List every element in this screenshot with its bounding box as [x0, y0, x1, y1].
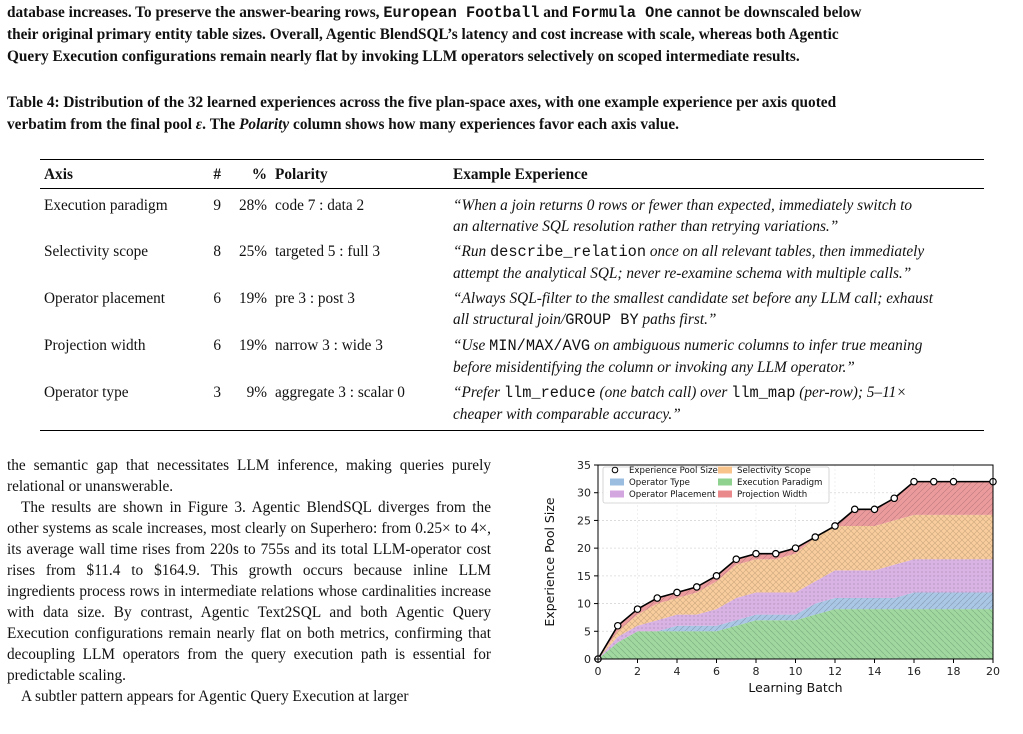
example-cell: [449, 286, 984, 333]
polarity-cell: code 7 : data 2: [275, 197, 365, 214]
y-tick-label: 10: [577, 597, 591, 611]
header-percent: %: [225, 160, 271, 189]
caption-line-1: Table 4: Distribution of the 32 learned experiences across the five plan-space axes, with one example experience per axis quoted: [7, 94, 837, 111]
total-pool-size-point: [733, 556, 739, 562]
x-tick-label: 8: [752, 665, 760, 678]
header-count: #: [195, 160, 225, 189]
text-span: (one batch call) over: [599, 384, 728, 401]
x-tick-label: 0: [594, 665, 602, 678]
total-pool-size-point: [753, 550, 759, 556]
chart-legend: [603, 466, 829, 503]
legend-label: Selectivity Scope: [737, 466, 811, 476]
total-pool-size-point: [931, 478, 937, 484]
legend-swatch-operator-placement: [610, 491, 624, 498]
total-pool-size-point: [713, 573, 719, 579]
text-span: once on all relevant tables, then immediately: [649, 243, 925, 260]
text-span: attempt the analytical SQL; never re-examine schema with multiple calls.”: [453, 265, 912, 282]
y-tick-label: 25: [577, 514, 591, 528]
table-row: [40, 239, 984, 286]
code-span: llm_map: [731, 384, 796, 402]
experience-table: [40, 159, 984, 431]
percent-cell: 19%: [238, 337, 267, 354]
text-span: cheaper with comparable accuracy.”: [453, 406, 681, 423]
legend-label: Operator Placement: [629, 490, 716, 500]
axis-cell: Selectivity scope: [44, 243, 149, 260]
text-span: paths first.”: [642, 311, 717, 328]
text-span: on ambiguous numeric columns to infer true meaning: [593, 337, 923, 354]
text-span: . The: [202, 116, 236, 133]
percent-cell: 9%: [225, 380, 271, 431]
example-cell: [449, 189, 984, 240]
text-span: “Prefer: [453, 384, 501, 401]
text-span: an alternative SQL resolution rather than retrying variations.”: [453, 218, 839, 235]
table-row: [40, 189, 984, 240]
polarity-cell: narrow 3 : wide 3: [275, 337, 383, 354]
total-pool-size-point: [654, 595, 660, 601]
code-span: European Football: [383, 4, 540, 22]
legend-marker-pool-size: [612, 467, 618, 473]
polarity-cell: targeted 5 : full 3: [275, 243, 381, 260]
x-tick-label: 20: [986, 665, 1000, 678]
text-span: database increases. To preserve the answer-bearing rows,: [7, 4, 380, 21]
x-tick-label: 12: [828, 665, 842, 678]
y-tick-label: 20: [577, 542, 591, 556]
body-paragraph: The results are shown in Figure 3. Agentic BlendSQL diverges from the other systems as scale increases, most clearly on Superhero: from 0.25× to 4×, its average wall time rises from 220s to 755s and its total LLM-operator cost rises from $11.4 to $164.9. This growth occurs because inline LLM ingredients process rows in intermediate relations whose cardinalities increase with data size. By contrast, Agentic Text2SQL and both Agentic Query Execution configurations remain nearly flat on both metrics, confirming that decoupling LLM operators from the query execution path is essential for predictable scaling.: [7, 499, 491, 684]
table-caption: [7, 92, 1017, 136]
total-pool-size-point: [674, 589, 680, 595]
total-pool-size-point: [615, 623, 621, 629]
y-tick-label: 35: [577, 459, 591, 472]
legend-label: Execution Paradigm: [737, 478, 823, 488]
example-cell: [449, 333, 984, 380]
top-line-1: [7, 2, 1017, 24]
table-header-row: [40, 160, 984, 189]
count-cell: 3: [195, 380, 225, 431]
legend-swatch-projection-width: [718, 491, 732, 498]
total-pool-size-point: [634, 606, 640, 612]
total-pool-size-point: [694, 584, 700, 590]
table-row: [40, 286, 984, 333]
y-tick-label: 30: [577, 486, 591, 500]
text-span: all structural join/: [453, 311, 566, 328]
total-pool-size-point: [891, 495, 897, 501]
header-example: Example Experience: [449, 160, 984, 189]
experience-pool-chart: [500, 450, 1020, 729]
count-cell: 9: [213, 197, 221, 214]
text-span: and: [543, 4, 568, 21]
x-tick-label: 18: [946, 665, 961, 678]
text-span: “Use: [453, 337, 486, 354]
total-pool-size-point: [792, 545, 798, 551]
text-span: verbatim from the final pool: [7, 116, 192, 133]
x-tick-label: 4: [673, 665, 681, 678]
top-line-3: Query Execution configurations remain nearly flat by invoking LLM operators selectively on scoped intermediate results.: [7, 48, 800, 65]
chart-svg: [500, 450, 1020, 729]
y-tick-label: 0: [584, 653, 591, 666]
text-span: “When a join returns 0 rows or fewer than expected, immediately switch to: [453, 197, 912, 214]
body-text-column: [7, 455, 491, 707]
table-row: [40, 380, 984, 431]
count-cell: 6: [213, 337, 221, 354]
x-tick-label: 16: [907, 665, 921, 678]
caption-line-2: [7, 114, 1017, 136]
total-pool-size-point: [950, 478, 956, 484]
text-span: “Run: [453, 243, 487, 260]
top-paragraph: [7, 2, 1017, 68]
axis-cell: Projection width: [44, 337, 146, 354]
legend-swatch-execution-paradigm: [718, 479, 732, 486]
count-cell: 8: [213, 243, 221, 260]
total-pool-size-point: [812, 534, 818, 540]
percent-cell: 19%: [238, 290, 267, 307]
y-axis-label: Experience Pool Size: [542, 497, 557, 627]
x-tick-label: 2: [634, 665, 641, 678]
y-tick-label: 5: [584, 625, 591, 639]
epsilon-symbol: ε: [195, 116, 203, 133]
example-cell: [449, 380, 984, 431]
code-span: llm_reduce: [503, 384, 596, 402]
legend-label: Projection Width: [737, 490, 808, 500]
text-span: (per-row); 5–11×: [799, 384, 907, 401]
example-cell: [449, 239, 984, 286]
body-paragraph: A subtler pattern appears for Agentic Query Execution at larger: [21, 688, 409, 705]
x-tick-label: 10: [788, 665, 803, 678]
count-cell: 6: [213, 290, 221, 307]
total-pool-size-point: [852, 506, 858, 512]
total-pool-size-point: [773, 550, 779, 556]
text-span: column shows how many experiences favor each axis value.: [293, 116, 679, 133]
body-paragraph: the semantic gap that necessitates LLM inference, making queries purely relational or unanswerable.: [7, 457, 491, 495]
x-tick-label: 14: [867, 665, 882, 678]
top-line-2: their original primary entity table sizes. Overall, Agentic BlendSQL’s latency and cost increase with scale, whereas both Agentic: [7, 26, 839, 43]
polarity-cell: pre 3 : post 3: [275, 290, 355, 307]
header-polarity: Polarity: [271, 160, 449, 189]
polarity-cell: aggregate 3 : scalar 0: [271, 380, 449, 431]
axis-cell: Operator type: [40, 380, 195, 431]
code-span: MIN/MAX/AVG: [489, 337, 591, 355]
header-axis: Axis: [40, 160, 195, 189]
total-pool-size-point: [911, 478, 917, 484]
y-tick-label: 15: [577, 569, 591, 583]
legend-swatch-selectivity-scope: [718, 467, 732, 474]
legend-label: Experience Pool Size: [629, 466, 718, 476]
legend-swatch-operator-type: [610, 479, 624, 486]
code-span: Formula One: [571, 4, 673, 22]
axis-cell: Execution paradigm: [44, 197, 168, 214]
text-span: “Always SQL-filter to the smallest candidate set before any LLM call; exhaust: [453, 290, 933, 307]
x-axis-label: Learning Batch: [748, 680, 843, 695]
code-span: GROUP BY: [565, 311, 639, 329]
total-pool-size-point: [871, 506, 877, 512]
percent-cell: 25%: [238, 243, 267, 260]
x-tick-label: 6: [713, 665, 720, 678]
axis-cell: Operator placement: [44, 290, 166, 307]
italic-term: Polarity: [239, 116, 290, 133]
table-row: [40, 333, 984, 380]
total-pool-size-point: [832, 523, 838, 529]
percent-cell: 28%: [238, 197, 267, 214]
legend-label: Operator Type: [629, 478, 690, 488]
code-span: describe_relation: [489, 243, 647, 261]
text-span: before misidentifying the column or invoking any LLM operator.”: [453, 359, 855, 376]
text-span: cannot be downscaled below: [676, 4, 862, 21]
